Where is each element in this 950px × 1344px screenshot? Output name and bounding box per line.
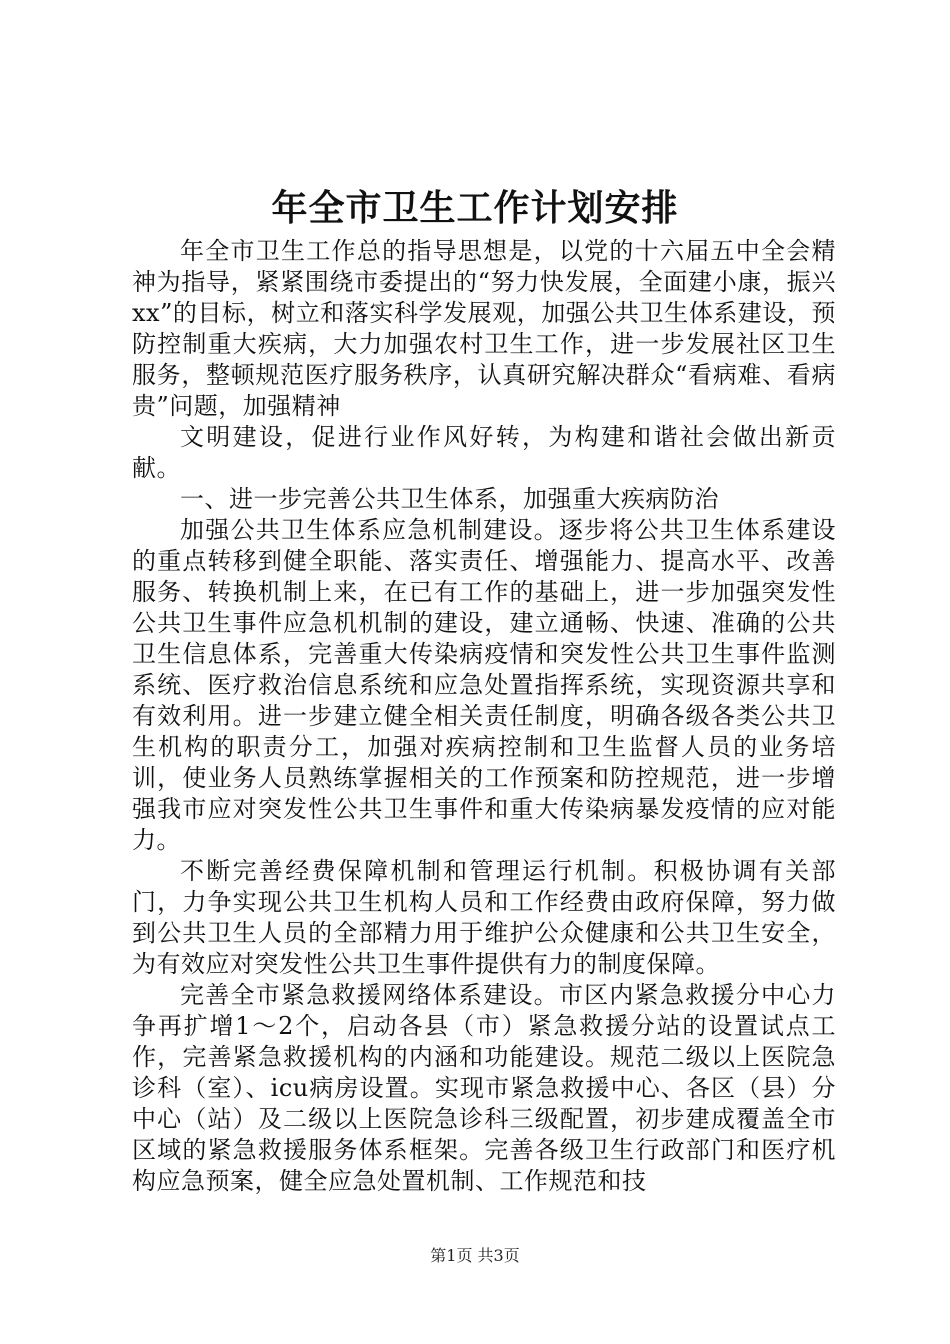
document-title: 年全市卫生工作计划安排 (271, 187, 679, 229)
section-heading-public-health: 一、进一步完善公共卫生体系，加强重大疾病防治 (180, 485, 719, 513)
paragraph-funding-mechanism: 不断完善经费保障机制和管理运行机制。积极协调有关部门，力争实现公共卫生机构人员和工作经费由政府保障，努力做到公共卫生人员的全部精力用于维护公众健康和公共卫生安全，为有效应对突发性公共卫生事件提供有力的制度保障。 (132, 857, 836, 978)
paragraph-emergency-mechanism: 加强公共卫生体系应急机制建设。逐步将公共卫生体系建设的重点转移到健全职能、落实责任、增强能力、提高水平、改善服务、转换机制上来，在已有工作的基础上，进一步加强突发性公共卫生事件应急机机制的建设，建立通畅、快速、准确的公共卫生信息体系，完善重大传染病疫情和突发性公共卫生事件监测系统、医疗救治信息系统和应急处置指挥系统，实现资源共享和有效利用。进一步建立健全相关责任制度，明确各级各类公共卫生机构的职责分工，加强对疾病控制和卫生监督人员的业务培训，使业务人员熟练掌握相关的工作预案和防控规范，进一步增强我市应对突发性公共卫生事件和重大传染病暴发疫情的应对能力。 (132, 516, 836, 854)
paragraph-guiding-ideology: 年全市卫生工作总的指导思想是，以党的十六届五中全会精神为指导，紧紧围绕市委提出的“努力快发展，全面建小康，振兴xx”的目标，树立和落实科学发展观，加强公共卫生体系建设，预防控制重大疾病，大力加强农村卫生工作，进一步发展社区卫生服务，整顿规范医疗服务秩序，认真研究解决群众“看病难、看病贵”问题，加强精神 (132, 237, 836, 420)
document-body (132, 236, 836, 1197)
paragraph-rescue-network: 完善全市紧急救援网络体系建设。市区内紧急救援分中心力争再扩增1～2个，启动各县（市）紧急救援分站的设置试点工作，完善紧急救援机构的内涵和功能建设。规范二级以上医院急诊科（室）、icu病房设置。实现市紧急救援中心、各区（县）分中心（站）及二级以上医院急诊科三级配置，初步建成覆盖全市区域的紧急救援服务体系框架。完善各级卫生行政部门和医疗机构应急预案，健全应急处置机制、工作规范和技 (132, 981, 836, 1195)
paragraph-civilization-building: 文明建设，促进行业作风好转，为构建和谐社会做出新贡献。 (132, 423, 836, 482)
page-indicator: 第1页 共3页 (430, 1246, 520, 1265)
